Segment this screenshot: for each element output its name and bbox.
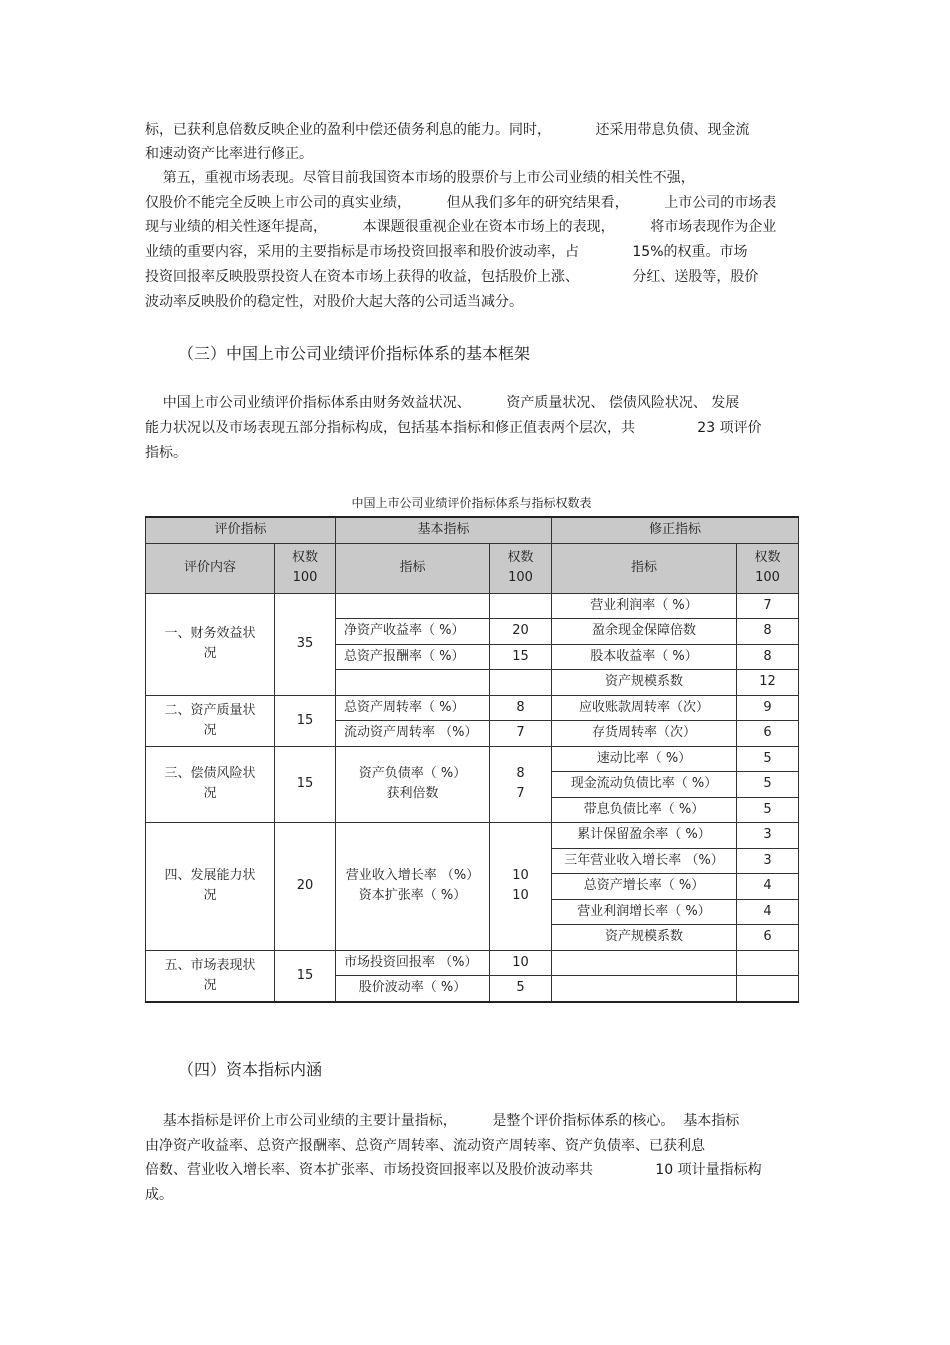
paragraph-line: 基本指标是评价上市公司业绩的主要计量指标， 是整个评价指标体系的核心。 基本指标	[145, 1113, 740, 1129]
section-name-line: 三、偿债风险状	[164, 766, 256, 782]
paragraph-line: 业绩的重要内容，采用的主要指标是市场投资回报率和股价波动率，占 15%的权重。市场	[145, 244, 748, 260]
basic-indicator	[336, 823, 490, 951]
paragraph-line: 现与业绩的相关性逐年提高， 本课题很重视企业在资本市场上的表现， 将市场表现作为企业	[145, 219, 777, 235]
basic-indicator	[336, 593, 490, 619]
section-name-line: 四、发展能力状	[164, 868, 256, 884]
mod-indicator: 资产规模系数	[552, 670, 737, 696]
basic-indicator	[336, 746, 490, 823]
mod-indicator: 三年营业收入增长率 （%）	[552, 848, 737, 874]
basic-weight: 8	[490, 695, 552, 721]
mod-indicator: 带息负债比率（ %）	[552, 797, 737, 823]
section-name-line: 况	[203, 888, 217, 904]
basic-indicator: 总资产报酬率（ %）	[336, 644, 490, 670]
paragraph-line: 波动率反映股价的稳定性，对股价大起大落的公司适当减分。	[145, 294, 523, 310]
basic-indicator-line: 获利倍数	[386, 786, 439, 802]
paragraph-line: 成。	[145, 1187, 173, 1203]
paragraph-line: 仅股价不能完全反映上市公司的真实业绩， 但从我们多年的研究结果看， 上市公司的市场表	[145, 195, 777, 211]
section-name	[146, 746, 275, 823]
header-weight-label: 权数	[507, 550, 534, 565]
mod-indicator: 总资产增长率（ %）	[552, 874, 737, 900]
mod-weight: 5	[737, 746, 799, 772]
section-name-line: 二、资产质量状	[164, 702, 256, 718]
mod-weight: 8	[737, 619, 799, 645]
mod-weight: 5	[737, 797, 799, 823]
header-mod-indicator: 指标	[552, 543, 737, 593]
header-content: 评价内容	[146, 543, 275, 593]
paragraph-line: 中国上市公司业绩评价指标体系由财务效益状况、 资产质量状况、 偿债风险状况、 发展	[145, 395, 740, 411]
section-name-line: 一、财务效益状	[164, 626, 256, 641]
basic-weight-line: 7	[516, 786, 525, 802]
section-name-line: 况	[203, 786, 217, 802]
header-basic-weight	[490, 543, 552, 593]
section-weight: 15	[275, 950, 336, 1002]
mod-weight: 12	[737, 670, 799, 696]
section-name-line: 况	[203, 646, 217, 661]
mod-weight: 3	[737, 823, 799, 849]
section-name	[146, 593, 275, 695]
mod-weight: 9	[737, 695, 799, 721]
basic-weight: 7	[490, 721, 552, 747]
header-weight-total: 100	[292, 570, 318, 585]
basic-weight	[490, 823, 552, 951]
paragraph-line: 标，已获利息倍数反映企业的盈利中偿还债务利息的能力。同时， 还采用带息负债、现金流	[145, 122, 750, 138]
header-basic-indicator: 指标	[336, 543, 490, 593]
section-weight: 15	[275, 695, 336, 746]
header-basic: 基本指标	[336, 517, 552, 543]
mod-indicator: 资产规模系数	[552, 925, 737, 951]
paragraph-line: 倍数、营业收入增长率、资本扩张率、市场投资回报率以及股价波动率共 10 项计量指标构	[145, 1162, 762, 1178]
basic-weight: 15	[490, 644, 552, 670]
basic-indicator: 股价波动率（ %）	[336, 976, 490, 1002]
mod-weight: 7	[737, 593, 799, 619]
basic-indicator: 总资产周转率（ %）	[336, 695, 490, 721]
section-weight: 15	[275, 746, 336, 823]
mod-indicator: 营业利润率（ %）	[552, 593, 737, 619]
paragraph-line: 投资回报率反映股票投资人在资本市场上获得的收益，包括股价上涨、 分红、送股等，股价	[145, 269, 759, 285]
section-name	[146, 823, 275, 951]
mod-weight: 6	[737, 925, 799, 951]
paragraph-line: 能力状况以及市场表现五部分指标构成，包括基本指标和修正值表两个层次，共 23 项评价	[145, 420, 762, 436]
mod-indicator: 累计保留盈余率（ %）	[552, 823, 737, 849]
basic-weight-line: 8	[516, 766, 525, 782]
mod-indicator: 速动比率（ %）	[552, 746, 737, 772]
paragraph-line: 第五，重视市场表现。尽管目前我国资本市场的股票价与上市公司业绩的相关性不强，	[145, 170, 695, 186]
basic-indicator: 市场投资回报率 （%）	[336, 950, 490, 976]
mod-weight: 3	[737, 848, 799, 874]
mod-indicator: 股本收益率（ %）	[552, 644, 737, 670]
section-name-line: 况	[203, 977, 217, 993]
mod-indicator: 存货周转率（次）	[552, 721, 737, 747]
basic-weight-line: 10	[512, 868, 529, 884]
header-weight-total: 100	[755, 570, 780, 585]
section-name-line: 况	[203, 722, 217, 738]
paragraph-line: 指标。	[145, 445, 187, 461]
basic-indicator-line: 资产负债率（ %）	[358, 766, 467, 782]
header-mod-weight	[737, 543, 799, 593]
basic-indicator-line: 营业收入增长率 （%）	[345, 868, 480, 884]
paragraph-line: 由净资产收益率、总资产报酬率、总资产周转率、流动资产周转率、资产负债率、已获利息	[145, 1138, 705, 1154]
section-weight: 20	[275, 823, 336, 951]
basic-indicator	[336, 670, 490, 696]
mod-weight: 8	[737, 644, 799, 670]
table-row	[146, 823, 799, 849]
section-heading: （四）资本指标内涵	[178, 1060, 323, 1079]
header-weight	[275, 543, 336, 593]
mod-indicator: 营业利润增长率（ %）	[552, 899, 737, 925]
header-weight-label: 权数	[292, 550, 319, 565]
section-weight: 35	[275, 593, 336, 695]
indicator-table	[145, 516, 799, 1003]
mod-indicator: 现金流动负债比率（ %）	[552, 772, 737, 798]
table-row	[146, 593, 799, 619]
mod-weight: 6	[737, 721, 799, 747]
mod-weight: 5	[737, 772, 799, 798]
table-caption: 中国上市公司业绩评价指标体系与指标权数表	[351, 496, 592, 510]
basic-indicator: 净资产收益率（ %）	[336, 619, 490, 645]
header-mod: 修正指标	[552, 517, 799, 543]
basic-weight	[490, 670, 552, 696]
mod-weight: 4	[737, 899, 799, 925]
mod-weight	[737, 976, 799, 1002]
basic-indicator: 流动资产周转率 （%）	[336, 721, 490, 747]
section-name-line: 五、市场表现状	[164, 957, 256, 973]
mod-weight	[737, 950, 799, 976]
basic-indicator-line: 资本扩张率（ %）	[358, 888, 467, 904]
section-heading: （三）中国上市公司业绩评价指标体系的基本框架	[178, 344, 531, 363]
section-name	[146, 695, 275, 746]
header-eval: 评价指标	[146, 517, 336, 543]
table-row	[146, 695, 799, 721]
basic-weight: 20	[490, 619, 552, 645]
basic-weight	[490, 593, 552, 619]
section-name	[146, 950, 275, 1002]
table-row	[146, 746, 799, 772]
mod-indicator	[552, 976, 737, 1002]
mod-indicator: 应收账款周转率（次）	[552, 695, 737, 721]
basic-weight-line: 10	[512, 888, 529, 904]
table-header-row	[146, 517, 799, 543]
mod-weight: 4	[737, 874, 799, 900]
header-weight-total: 100	[508, 570, 533, 585]
header-weight-label: 权数	[754, 550, 781, 565]
mod-indicator: 盈余现金保障倍数	[552, 619, 737, 645]
basic-weight: 10	[490, 950, 552, 976]
basic-weight	[490, 746, 552, 823]
paragraph-line: 和速动资产比率进行修正。	[145, 146, 313, 162]
basic-weight: 5	[490, 976, 552, 1002]
table-row	[146, 950, 799, 976]
mod-indicator	[552, 950, 737, 976]
